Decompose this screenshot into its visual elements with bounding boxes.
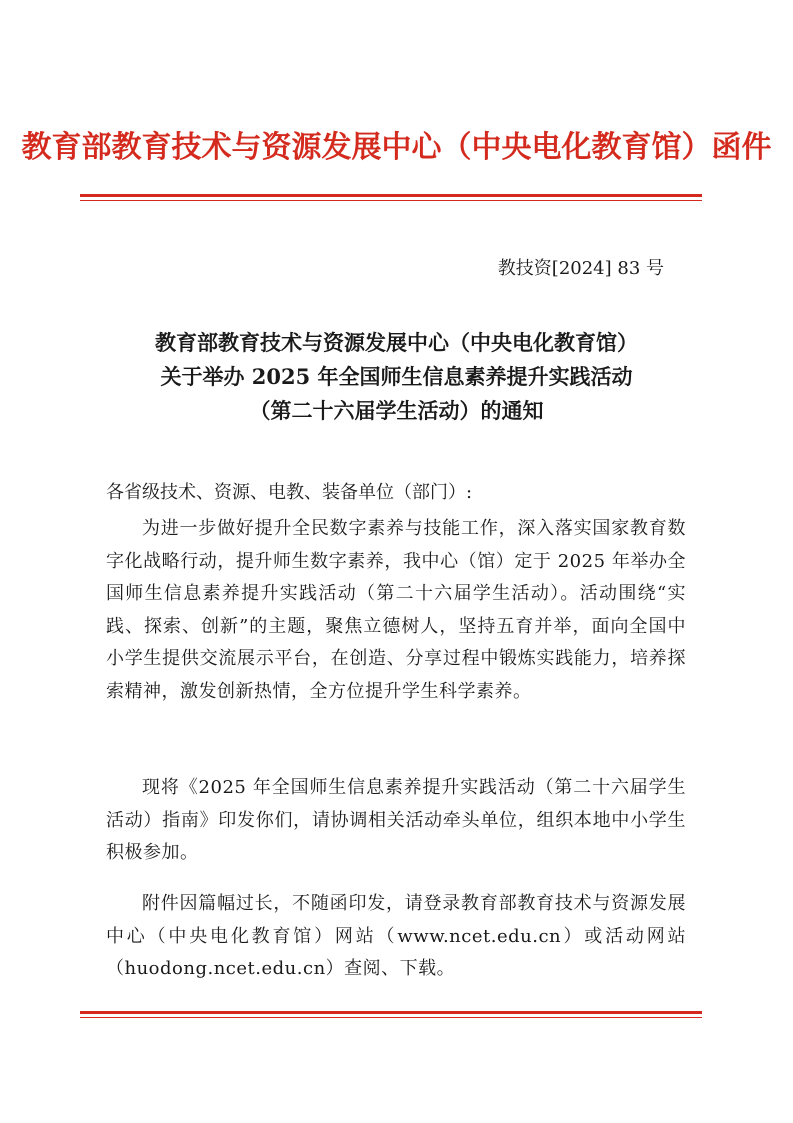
document-title: [0, 326, 793, 428]
title-line-2: 关于举办 2025 年全国师生信息素养提升实践活动: [160, 364, 633, 389]
letterhead-title: 教育部教育技术与资源发展中心（中央电化教育馆）函件: [21, 130, 772, 165]
title-line-3: （第二十六届学生活动）的通知: [249, 398, 544, 423]
footer-divider-thick-line: [80, 1011, 702, 1014]
footer-divider-thin-line: [80, 1017, 702, 1018]
body-paragraph-1: 为进一步做好提升全民数字素养与技能工作，深入落实国家教育数字化战略行动，提升师生数字素养，我中心（馆）定于 2025 年举办全国师生信息素养提升实践活动（第二十六届学生活动）。活动围绕“实践、探索、创新”的主题，聚焦立德树人，坚持五育并举，面向全国中小学生提供交流展示平台，在创造、分享过程中锻炼实践能力，培养探索精神，激发创新热情，全方位提升学生科学素养。: [106, 518, 686, 702]
title-line-1: 教育部教育技术与资源发展中心（中央电化教育馆）: [155, 330, 638, 355]
document-number: 教技资[2024] 83 号: [497, 258, 664, 279]
body-paragraph-2: 现将《2025 年全国师生信息素养提升实践活动（第二十六届学生活动）指南》印发你们，请协调相关活动牵头单位，组织本地中小学生积极参加。: [106, 777, 686, 864]
divider-thick-line: [80, 194, 702, 197]
footer-divider: [80, 1011, 702, 1018]
salutation: 各省级技术、资源、电教、装备单位（部门）:: [106, 482, 473, 503]
body-paragraph-3: 附件因篇幅过长，不随函印发，请登录教育部教育技术与资源发展中心（中央电化教育馆）网站（www.ncet.edu.cn）或活动网站（huodong.ncet.edu.cn）查阅、下载。: [106, 893, 686, 980]
letterhead-divider: [80, 194, 702, 201]
divider-thin-line: [80, 200, 702, 201]
